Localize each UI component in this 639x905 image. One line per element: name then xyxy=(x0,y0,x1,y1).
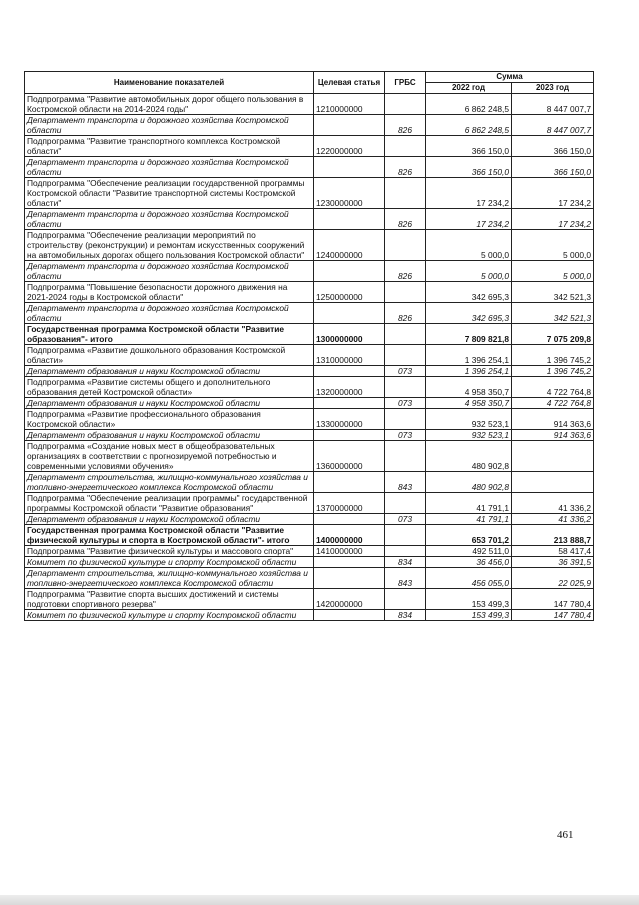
table-body xyxy=(25,94,594,621)
subprogram-row xyxy=(25,345,594,366)
cell-code xyxy=(314,261,385,282)
cell-grbs xyxy=(385,546,426,557)
cell-code: 1330000000 xyxy=(314,409,385,430)
subprogram-row xyxy=(25,136,594,157)
cell-code: 1370000000 xyxy=(314,493,385,514)
cell-code: 1210000000 xyxy=(314,94,385,115)
department-row xyxy=(25,157,594,178)
cell-code xyxy=(314,303,385,324)
cell-code: 1320000000 xyxy=(314,377,385,398)
cell-grbs xyxy=(385,493,426,514)
cell-2023: 147 780,4 xyxy=(512,610,594,621)
cell-2022: 7 809 821,8 xyxy=(426,324,512,345)
department-row xyxy=(25,514,594,525)
cell-grbs xyxy=(385,136,426,157)
cell-2023: 22 025,9 xyxy=(512,568,594,589)
cell-name: Подпрограмма «Развитие профессионального образования Костромской области» xyxy=(25,409,314,430)
cell-grbs xyxy=(385,377,426,398)
program-row xyxy=(25,324,594,345)
department-row xyxy=(25,398,594,409)
cell-name: Подпрограмма "Повышение безопасности дорожного движения на 2021-2024 годы в Костромской области" xyxy=(25,282,314,303)
cell-code: 1310000000 xyxy=(314,345,385,366)
cell-2022: 366 150,0 xyxy=(426,157,512,178)
cell-code: 1220000000 xyxy=(314,136,385,157)
department-row xyxy=(25,557,594,568)
cell-2023: 7 075 209,8 xyxy=(512,324,594,345)
cell-name: Подпрограмма "Обеспечение реализации государственной программы Костромской области "Развитие транспортной системы Костромской области" xyxy=(25,178,314,209)
cell-code xyxy=(314,472,385,493)
cell-code xyxy=(314,398,385,409)
cell-name: Подпрограмма «Развитие системы общего и дополнительного образования детей Костромской области» xyxy=(25,377,314,398)
scan-edge xyxy=(0,895,639,905)
department-row xyxy=(25,472,594,493)
cell-name: Подпрограмма "Обеспечение реализации мероприятий по строительству (реконструкции) и ремонтам искусственных сооружений на автомобильных дорогах общего пользования Костромской области" xyxy=(25,230,314,261)
header-code: Целевая статья xyxy=(314,72,385,94)
cell-name: Департамент транспорта и дорожного хозяйства Костромской области xyxy=(25,115,314,136)
department-row xyxy=(25,209,594,230)
cell-code xyxy=(314,557,385,568)
subprogram-row xyxy=(25,178,594,209)
cell-2023: 41 336,2 xyxy=(512,493,594,514)
cell-grbs: 073 xyxy=(385,430,426,441)
department-row xyxy=(25,261,594,282)
cell-name: Подпрограмма «Создание новых мест в общеобразовательных организациях в соответствии с прогнозируемой потребностью и современными условиями обучения» xyxy=(25,441,314,472)
cell-code xyxy=(314,430,385,441)
cell-grbs: 826 xyxy=(385,209,426,230)
budget-table xyxy=(24,71,594,621)
header-sum: Сумма xyxy=(426,72,594,83)
cell-name: Департамент образования и науки Костромской области xyxy=(25,514,314,525)
cell-name: Департамент образования и науки Костромской области xyxy=(25,366,314,377)
cell-2022: 1 396 254,1 xyxy=(426,345,512,366)
cell-2022: 1 396 254,1 xyxy=(426,366,512,377)
cell-code xyxy=(314,514,385,525)
cell-2022: 456 055,0 xyxy=(426,568,512,589)
cell-code: 1240000000 xyxy=(314,230,385,261)
cell-2022: 17 234,2 xyxy=(426,178,512,209)
cell-code xyxy=(314,568,385,589)
cell-name: Подпрограмма "Развитие автомобильных дорог общего пользования в Костромской области на 2014-2024 годы" xyxy=(25,94,314,115)
cell-name: Департамент строительства, жилищно-коммунального хозяйства и топливно-энергетического комплекса Костромской области xyxy=(25,568,314,589)
cell-name: Подпрограмма "Развитие спорта высших достижений и системы подготовки спортивного резерва" xyxy=(25,589,314,610)
cell-2022: 41 791,1 xyxy=(426,493,512,514)
cell-2023: 147 780,4 xyxy=(512,589,594,610)
cell-code: 1400000000 xyxy=(314,525,385,546)
cell-name: Департамент строительства, жилищно-коммунального хозяйства и топливно-энергетического комплекса Костромской области xyxy=(25,472,314,493)
cell-name: Подпрограмма "Развитие физической культуры и массового спорта" xyxy=(25,546,314,557)
department-row xyxy=(25,366,594,377)
cell-2022: 4 958 350,7 xyxy=(426,377,512,398)
cell-grbs xyxy=(385,230,426,261)
program-row xyxy=(25,525,594,546)
cell-2022: 17 234,2 xyxy=(426,209,512,230)
cell-2023: 5 000,0 xyxy=(512,230,594,261)
subprogram-row xyxy=(25,409,594,430)
cell-grbs: 073 xyxy=(385,398,426,409)
cell-2022: 5 000,0 xyxy=(426,261,512,282)
cell-2023: 366 150,0 xyxy=(512,157,594,178)
cell-name: Подпрограмма «Развитие дошкольного образования Костромской области» xyxy=(25,345,314,366)
cell-2022: 6 862 248,5 xyxy=(426,115,512,136)
cell-2023: 342 521,3 xyxy=(512,282,594,303)
cell-2023: 5 000,0 xyxy=(512,261,594,282)
subprogram-row xyxy=(25,230,594,261)
cell-2023: 8 447 007,7 xyxy=(512,94,594,115)
cell-2022: 153 499,3 xyxy=(426,610,512,621)
subprogram-row xyxy=(25,589,594,610)
header-2023: 2023 год xyxy=(512,83,594,94)
cell-2022: 36 456,0 xyxy=(426,557,512,568)
cell-2023: 17 234,2 xyxy=(512,178,594,209)
cell-grbs: 834 xyxy=(385,557,426,568)
cell-2022: 4 958 350,7 xyxy=(426,398,512,409)
subprogram-row xyxy=(25,546,594,557)
cell-code: 1300000000 xyxy=(314,324,385,345)
cell-2023: 914 363,6 xyxy=(512,409,594,430)
header-grbs: ГРБС xyxy=(385,72,426,94)
cell-grbs: 826 xyxy=(385,261,426,282)
cell-code: 1230000000 xyxy=(314,178,385,209)
cell-code: 1250000000 xyxy=(314,282,385,303)
department-row xyxy=(25,610,594,621)
cell-name: Подпрограмма "Обеспечение реализации программы" государственной программы Костромской области "Развитие образования" xyxy=(25,493,314,514)
cell-name: Департамент транспорта и дорожного хозяйства Костромской области xyxy=(25,157,314,178)
cell-grbs: 073 xyxy=(385,514,426,525)
cell-code: 1410000000 xyxy=(314,546,385,557)
cell-2022: 932 523,1 xyxy=(426,430,512,441)
cell-grbs xyxy=(385,94,426,115)
cell-grbs: 073 xyxy=(385,366,426,377)
cell-code xyxy=(314,209,385,230)
cell-2022: 480 902,8 xyxy=(426,472,512,493)
cell-2022: 6 862 248,5 xyxy=(426,94,512,115)
cell-name: Государственная программа Костромской области "Развитие образования"- итого xyxy=(25,324,314,345)
department-row xyxy=(25,430,594,441)
cell-grbs: 843 xyxy=(385,568,426,589)
cell-name: Подпрограмма "Развитие транспортного комплекса Костромской области" xyxy=(25,136,314,157)
cell-2023: 36 391,5 xyxy=(512,557,594,568)
cell-2023: 4 722 764,8 xyxy=(512,398,594,409)
cell-2023: 58 417,4 xyxy=(512,546,594,557)
cell-name: Департамент образования и науки Костромской области xyxy=(25,430,314,441)
cell-2022: 492 511,0 xyxy=(426,546,512,557)
cell-2023: 213 888,7 xyxy=(512,525,594,546)
cell-grbs: 826 xyxy=(385,303,426,324)
cell-2023: 8 447 007,7 xyxy=(512,115,594,136)
cell-2023: 1 396 745,2 xyxy=(512,366,594,377)
cell-grbs xyxy=(385,324,426,345)
cell-name: Департамент транспорта и дорожного хозяйства Костромской области xyxy=(25,261,314,282)
cell-code xyxy=(314,610,385,621)
cell-code: 1420000000 xyxy=(314,589,385,610)
cell-name: Государственная программа Костромской области "Развитие физической культуры и спорта в Костромской области"- итого xyxy=(25,525,314,546)
department-row xyxy=(25,568,594,589)
cell-2022: 480 902,8 xyxy=(426,441,512,472)
cell-2023: 366 150,0 xyxy=(512,136,594,157)
cell-code xyxy=(314,366,385,377)
cell-grbs xyxy=(385,589,426,610)
cell-2023: 342 521,3 xyxy=(512,303,594,324)
cell-name: Департамент образования и науки Костромской области xyxy=(25,398,314,409)
cell-name: Комитет по физической культуре и спорту Костромской области xyxy=(25,557,314,568)
cell-2023: 914 363,6 xyxy=(512,430,594,441)
subprogram-row xyxy=(25,377,594,398)
department-row xyxy=(25,115,594,136)
subprogram-row xyxy=(25,441,594,472)
cell-2022: 653 701,2 xyxy=(426,525,512,546)
header-name: Наименование показателей xyxy=(25,72,314,94)
cell-grbs xyxy=(385,178,426,209)
cell-name: Комитет по физической культуре и спорту Костромской области xyxy=(25,610,314,621)
subprogram-row xyxy=(25,282,594,303)
cell-code xyxy=(314,157,385,178)
page-number: 461 xyxy=(557,829,574,841)
department-row xyxy=(25,303,594,324)
cell-2022: 932 523,1 xyxy=(426,409,512,430)
cell-2023: 17 234,2 xyxy=(512,209,594,230)
cell-grbs xyxy=(385,282,426,303)
cell-grbs: 834 xyxy=(385,610,426,621)
cell-2022: 342 695,3 xyxy=(426,282,512,303)
cell-2022: 5 000,0 xyxy=(426,230,512,261)
subprogram-row xyxy=(25,493,594,514)
cell-2023 xyxy=(512,472,594,493)
cell-2022: 342 695,3 xyxy=(426,303,512,324)
cell-2023 xyxy=(512,441,594,472)
subprogram-row xyxy=(25,94,594,115)
header-2022: 2022 год xyxy=(426,83,512,94)
cell-2023: 4 722 764,8 xyxy=(512,377,594,398)
cell-2022: 41 791,1 xyxy=(426,514,512,525)
cell-code xyxy=(314,115,385,136)
cell-2023: 41 336,2 xyxy=(512,514,594,525)
cell-grbs: 843 xyxy=(385,472,426,493)
cell-grbs: 826 xyxy=(385,115,426,136)
cell-grbs xyxy=(385,525,426,546)
cell-name: Департамент транспорта и дорожного хозяйства Костромской области xyxy=(25,303,314,324)
cell-grbs: 826 xyxy=(385,157,426,178)
cell-2022: 366 150,0 xyxy=(426,136,512,157)
cell-code: 1360000000 xyxy=(314,441,385,472)
cell-grbs xyxy=(385,409,426,430)
cell-2022: 153 499,3 xyxy=(426,589,512,610)
cell-2023: 1 396 745,2 xyxy=(512,345,594,366)
cell-name: Департамент транспорта и дорожного хозяйства Костромской области xyxy=(25,209,314,230)
cell-grbs xyxy=(385,441,426,472)
cell-grbs xyxy=(385,345,426,366)
